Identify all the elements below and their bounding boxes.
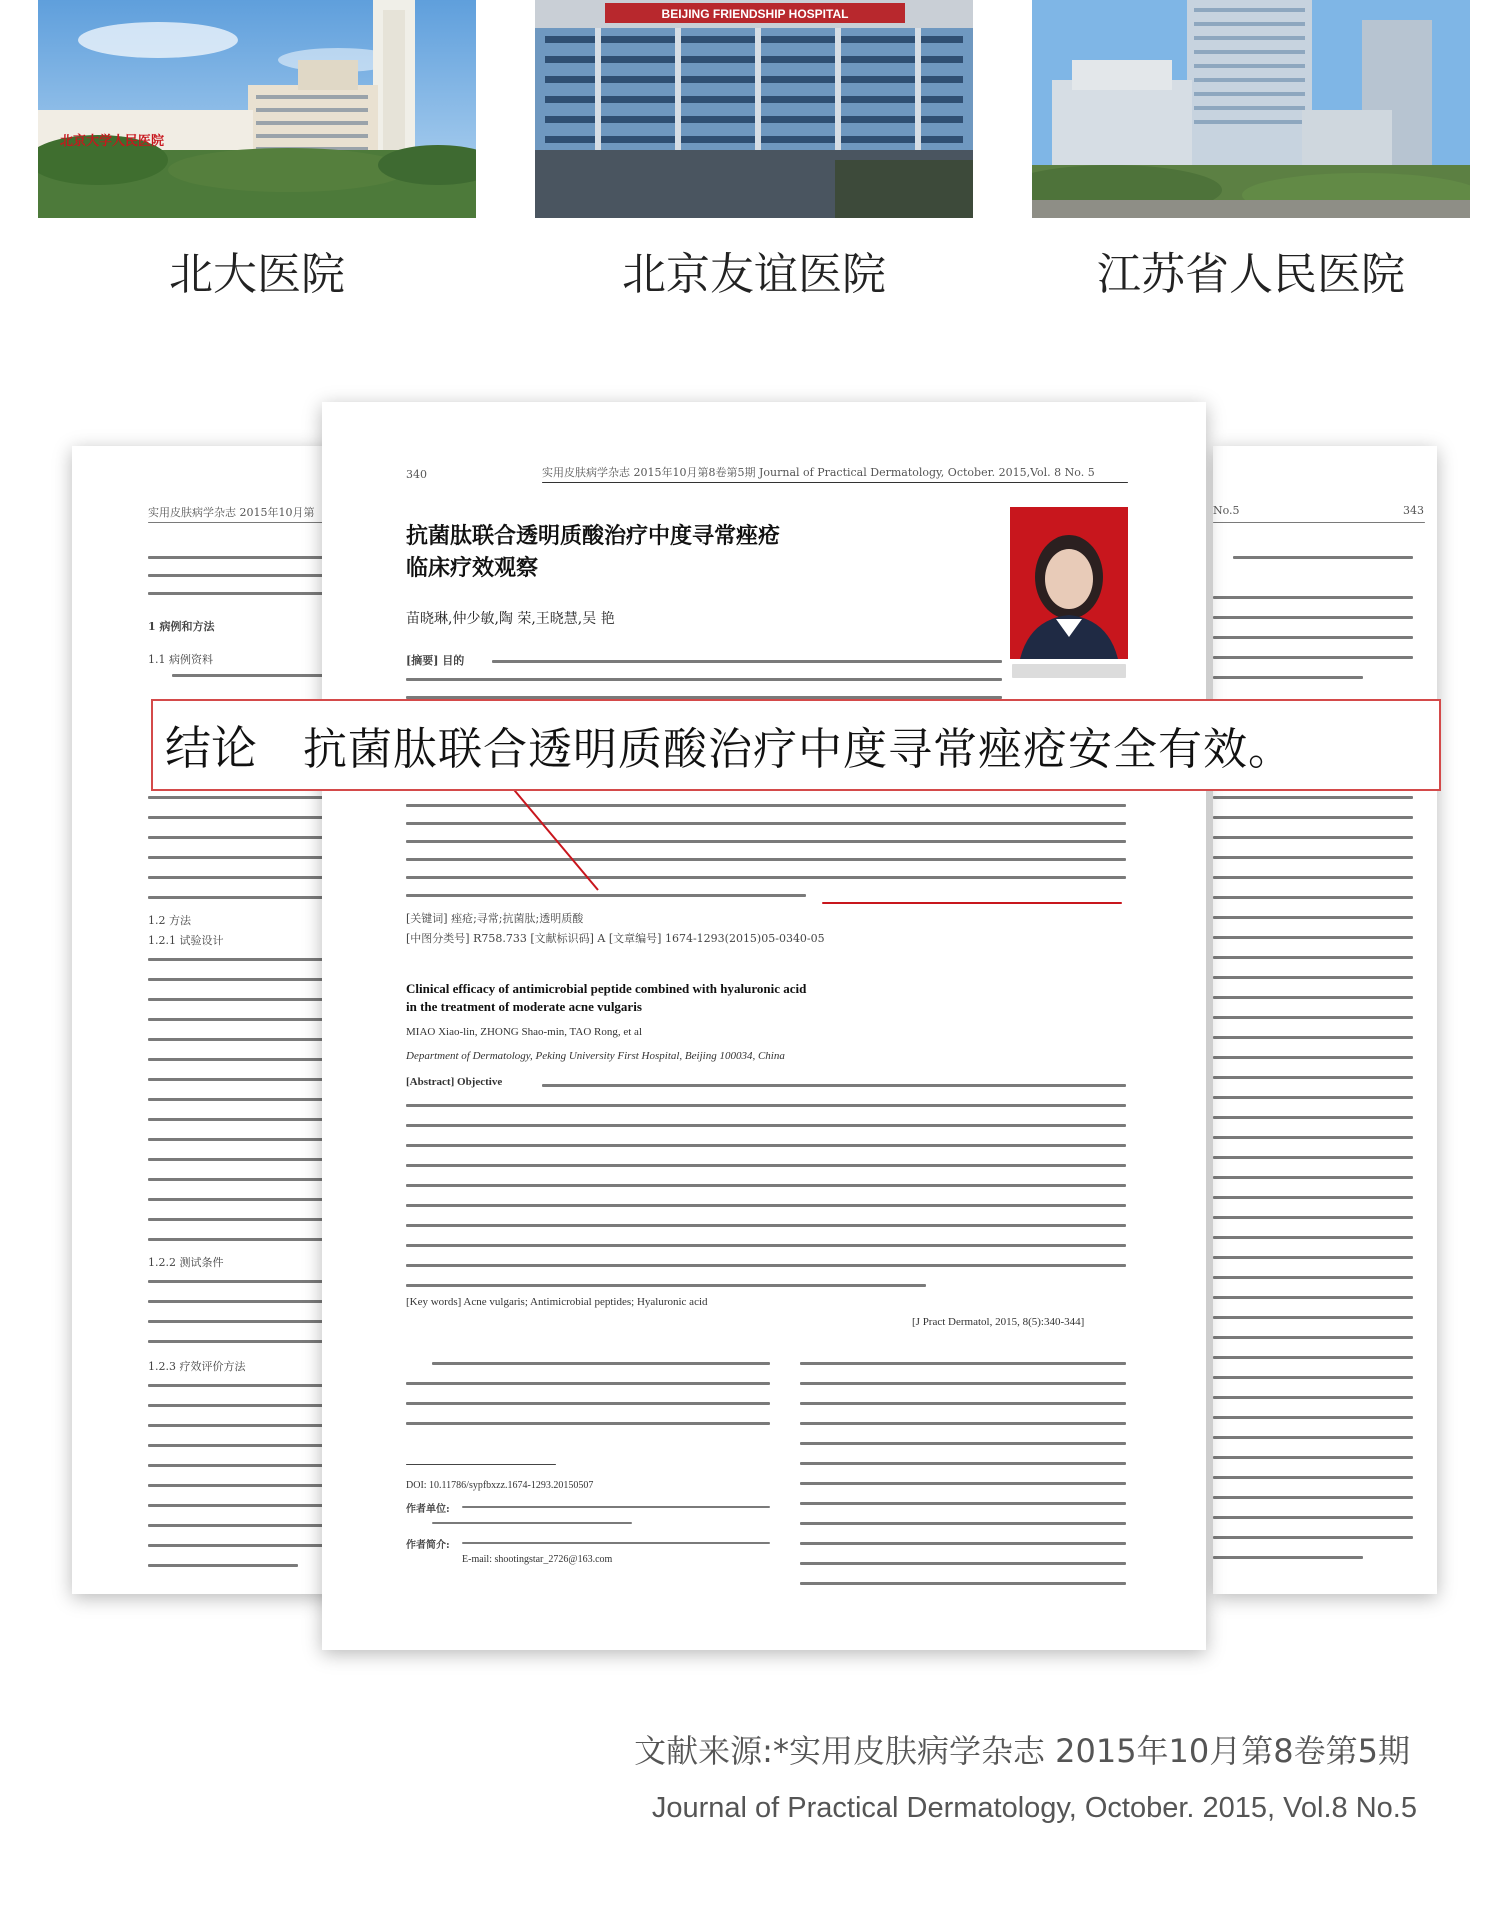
left-page-header: 实用皮肤病学杂志 2015年10月第 [148, 506, 315, 519]
author-bio-label: 作者简介: [406, 1540, 450, 1551]
paper-title-cn-line1: 抗菌肽联合透明质酸治疗中度寻常痤疮 [406, 523, 781, 549]
keywords-cn: [关键词] 痤疮;寻常;抗菌肽;透明质酸 [406, 912, 584, 925]
left-section-1-2-2: 1.2.2 测试条件 [148, 1256, 224, 1269]
paper-authors-cn: 苗晓琳,仲少敏,陶 荣,王晓慧,吴 艳 [406, 611, 615, 627]
center-page-number: 340 [406, 468, 427, 481]
paper-title-en-line1: Clinical efficacy of antimicrobial peptide combined with hyaluronic acid [406, 981, 807, 996]
center-running-header: 实用皮肤病学杂志 2015年10月第8卷第5期 Journal of Practical Dermatology, October. 2015,Vol. 8 No. 5 [542, 466, 1095, 479]
left-section-1-2-3: 1.2.3 疗效评价方法 [148, 1360, 246, 1373]
author-unit-label: 作者单位: [406, 1504, 450, 1515]
conclusion-text: 抗菌肽联合透明质酸治疗中度寻常痤疮安全有效。 [303, 724, 1293, 775]
right-page-header: No.5 [1213, 504, 1240, 517]
hospital-name-jiangsu: 江苏省人民医院 [1097, 249, 1405, 300]
paper-title-en-line2: in the treatment of moderate acne vulgaris [406, 999, 642, 1014]
conclusion-label: 结论 [165, 721, 257, 775]
hospital-name-peking: 北大医院 [169, 249, 345, 300]
left-section-1-1: 1.1 病例资料 [148, 653, 213, 666]
source-citation-en: Journal of Practical Dermatology, October. 2015, Vol.8 No.5 [651, 1792, 1417, 1824]
classification-cn: [中图分类号] R758.733 [文献标识码] A [文章编号] 1674-1293(2015)05-0340-05 [406, 932, 825, 945]
author-email: E-mail: shootingstar_2726@163.com [462, 1554, 613, 1565]
source-citation-cn: 文献来源:*实用皮肤病学杂志 2015年10月第8卷第5期 [634, 1732, 1410, 1770]
left-section-1-2-1: 1.2.1 试验设计 [148, 934, 224, 947]
keywords-en: [Key words] Acne vulgaris; Antimicrobial peptides; Hyaluronic acid [406, 1296, 708, 1308]
paper-authors-en: MIAO Xiao-lin, ZHONG Shao-min, TAO Rong, et al [406, 1026, 643, 1038]
left-section-1: 1 病例和方法 [148, 620, 215, 633]
paper-affiliation-en: Department of Dermatology, Peking University First Hospital, Beijing 100034, China [406, 1050, 785, 1062]
hospital-sign-friendship: BEIJING FRIENDSHIP HOSPITAL [661, 7, 849, 21]
citation: [J Pract Dermatol, 2015, 8(5):340-344] [912, 1316, 1085, 1328]
conclusion-banner [151, 699, 1441, 791]
right-page-number: 343 [1403, 504, 1424, 517]
abstract-label-en: [Abstract] Objective [406, 1076, 503, 1088]
abstract-label-cn: [摘要] 目的 [406, 654, 465, 667]
hospital-name-friendship: 北京友谊医院 [622, 249, 886, 300]
left-section-1-2: 1.2 方法 [148, 914, 191, 927]
paper-title-cn-line2: 临床疗效观察 [406, 555, 539, 581]
hospital-sign-peking: 北京大学人民医院 [60, 134, 165, 149]
doi: DOI: 10.11786/sypfbxzz.1674-1293.20150507 [406, 1480, 594, 1491]
